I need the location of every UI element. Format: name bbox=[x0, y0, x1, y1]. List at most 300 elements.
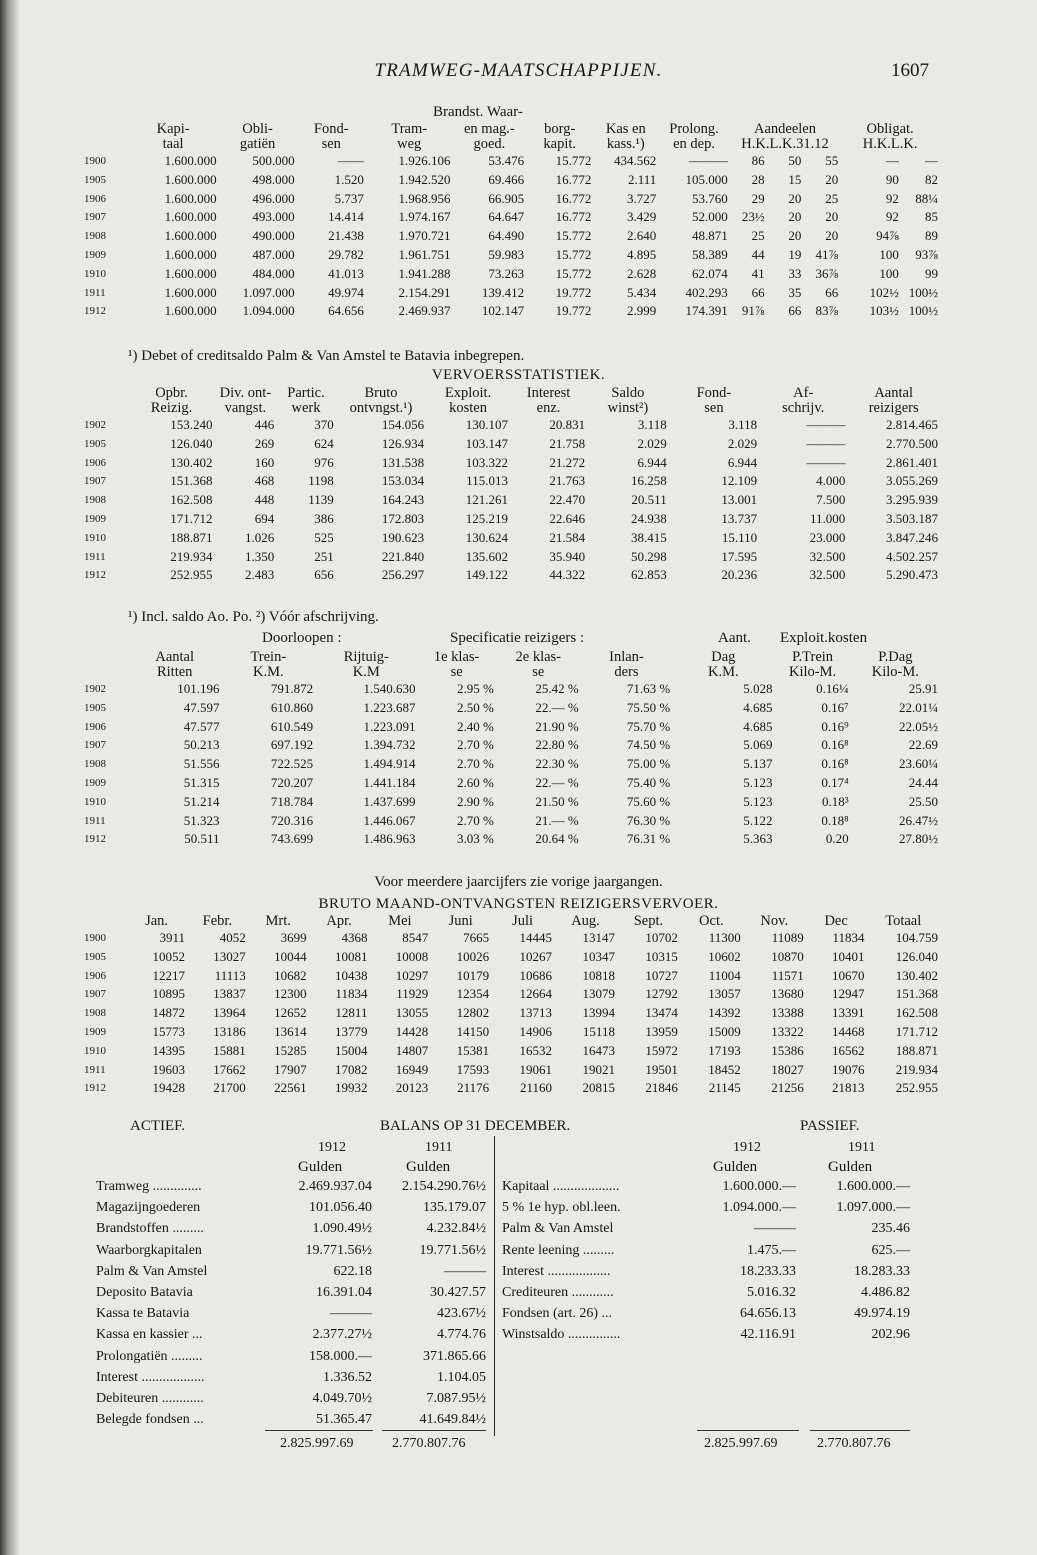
column-header-line2: Kilo-M. bbox=[789, 664, 837, 680]
table-cell: 22.30 % bbox=[535, 756, 579, 772]
table-cell: 12811 bbox=[335, 1005, 368, 1021]
table-row bbox=[80, 1079, 940, 1098]
table-row bbox=[80, 680, 940, 699]
passief-total-a: 2.825.997.69 bbox=[704, 1436, 778, 1451]
balance-value-1911: 202.96 bbox=[871, 1327, 910, 1343]
table-cell: 2.483 bbox=[244, 567, 275, 583]
table-cell: 89 bbox=[925, 228, 938, 244]
table-cell: 19061 bbox=[519, 1061, 553, 1077]
row-year: 1905 bbox=[84, 173, 106, 186]
table-cell: 13027 bbox=[213, 948, 246, 964]
row-year: 1911 bbox=[84, 1063, 106, 1076]
table-cell: 22.— % bbox=[535, 774, 579, 790]
table-cell: 11571 bbox=[771, 967, 804, 983]
row-year: 1902 bbox=[84, 683, 106, 695]
table-cell: 1.942.520 bbox=[398, 171, 451, 187]
table-cell: 10315 bbox=[645, 948, 678, 964]
table-cell: 23½ bbox=[741, 209, 765, 225]
balance-label: Brandstoffen ......... bbox=[96, 1221, 204, 1237]
column-header: Febr. bbox=[202, 913, 233, 929]
balance-value-1912: 16.391.04 bbox=[316, 1285, 372, 1300]
table-cell: 64.490 bbox=[488, 228, 525, 244]
table-cell: 500.000 bbox=[252, 153, 295, 168]
column-header-line1: Aandeelen bbox=[754, 121, 816, 137]
traffic-section bbox=[0, 367, 1037, 625]
table-cell: 139.412 bbox=[481, 284, 525, 300]
table-cell: 14872 bbox=[152, 1005, 185, 1021]
table-cell: ——— bbox=[806, 417, 846, 432]
table-cell: 174.391 bbox=[685, 303, 728, 319]
table-cell: 13186 bbox=[213, 1023, 246, 1039]
table-cell: 1.970.721 bbox=[398, 228, 451, 244]
column-header: Sept. bbox=[633, 913, 664, 929]
table-cell: 14428 bbox=[395, 1023, 429, 1039]
table-cell: 13959 bbox=[645, 1023, 678, 1039]
balance-row bbox=[96, 1325, 486, 1344]
table-cell: 25 bbox=[751, 228, 765, 244]
table-cell: 88¼ bbox=[915, 190, 938, 206]
column-header-line2: sen bbox=[704, 400, 724, 416]
table-cell: 105.000 bbox=[685, 171, 728, 187]
balance-row bbox=[502, 1283, 910, 1302]
table-cell: 2.60 % bbox=[456, 774, 494, 790]
table-cell: 2.154.291 bbox=[398, 284, 451, 300]
table-cell: 171.712 bbox=[170, 510, 213, 526]
table-cell: 188.871 bbox=[895, 1042, 938, 1058]
table-cell: 1.097.000 bbox=[242, 284, 295, 300]
table-cell: 13391 bbox=[832, 1005, 865, 1021]
balance-value-1911: 1.097.000.— bbox=[836, 1200, 910, 1216]
table-cell: 0.16⁷ bbox=[821, 699, 849, 715]
balance-value-1912: 101.056.40 bbox=[309, 1200, 372, 1216]
table-cell: 16532 bbox=[519, 1042, 553, 1058]
table-cell: 73.263 bbox=[488, 265, 525, 281]
table-cell: 0.16⁹ bbox=[821, 718, 849, 734]
table-cell: 21.— % bbox=[535, 812, 579, 828]
table-cell: 50.511 bbox=[184, 831, 220, 847]
table-row bbox=[80, 1042, 940, 1061]
table-cell: 1.600.000 bbox=[164, 284, 217, 300]
table-cell: 100½ bbox=[908, 303, 938, 319]
table-cell: 188.871 bbox=[170, 529, 213, 545]
table-cell: 50.298 bbox=[630, 548, 667, 564]
balance-label: Winstsaldo ............... bbox=[502, 1327, 621, 1343]
running-header bbox=[0, 60, 1037, 90]
table-cell: 12947 bbox=[832, 986, 865, 1002]
table-cell: 21.50 % bbox=[535, 793, 579, 809]
balance-row bbox=[96, 1347, 486, 1366]
table-cell: 5.122 bbox=[743, 812, 773, 828]
row-year: 1902 bbox=[84, 419, 106, 431]
table-row bbox=[80, 491, 940, 510]
table-cell: 13779 bbox=[334, 1023, 368, 1039]
table-cell: 20 bbox=[825, 228, 839, 244]
balance-row bbox=[96, 1241, 486, 1260]
table-cell: 697.192 bbox=[270, 737, 314, 753]
table-cell: 2.628 bbox=[627, 265, 657, 281]
table-cell: 8547 bbox=[402, 930, 429, 945]
row-year: 1908 bbox=[84, 1007, 106, 1020]
table-cell: 1.026 bbox=[244, 529, 275, 545]
table-cell: 10438 bbox=[334, 967, 368, 983]
monthly-table bbox=[80, 914, 940, 1098]
table-cell: 24.44 bbox=[908, 774, 938, 790]
table-cell: 4.685 bbox=[743, 718, 773, 734]
table-cell: 496.000 bbox=[252, 190, 295, 206]
balance-value-1911: 371.865.66 bbox=[423, 1348, 486, 1364]
table-cell: 17082 bbox=[334, 1061, 368, 1077]
table-cell: 126.040 bbox=[170, 435, 213, 451]
table-cell: 2.814.465 bbox=[886, 417, 938, 432]
table-cell: 1.600.000 bbox=[164, 265, 217, 281]
table-cell: 13388 bbox=[771, 1005, 804, 1021]
table-cell: 16.772 bbox=[555, 209, 592, 225]
table-cell: 1.600.000 bbox=[164, 153, 217, 168]
year-header-spacer bbox=[80, 914, 126, 929]
table-cell: 21145 bbox=[708, 1080, 741, 1096]
column-header-line1: Obligat. bbox=[866, 121, 914, 137]
table-cell: 1.600.000 bbox=[164, 190, 217, 206]
table-row bbox=[80, 1061, 940, 1080]
balance-value-1912: 2.469.937.04 bbox=[298, 1179, 372, 1194]
table-cell: 75.50 % bbox=[626, 699, 671, 715]
table-row bbox=[80, 284, 940, 303]
table-row bbox=[80, 472, 940, 491]
balance-value-1911: 18.283.33 bbox=[854, 1263, 910, 1279]
table-cell: 5.028 bbox=[743, 681, 773, 696]
row-year: 1908 bbox=[84, 758, 106, 771]
row-year: 1906 bbox=[84, 969, 106, 982]
table-cell: 125.219 bbox=[465, 510, 508, 526]
column-header: Juli bbox=[512, 913, 534, 929]
balance-value-1912: 42.116.91 bbox=[740, 1327, 796, 1343]
table-cell: 10008 bbox=[395, 948, 429, 964]
table-cell: 59.983 bbox=[488, 246, 525, 262]
table-row bbox=[80, 454, 940, 473]
table-cell: 3.295.939 bbox=[886, 492, 938, 508]
table-cell: 32.500 bbox=[809, 548, 846, 564]
traffic-title: VERVOERSSTATISTIEK. bbox=[431, 367, 606, 383]
table-cell: 10347 bbox=[582, 948, 615, 964]
table-cell: 48.871 bbox=[692, 228, 728, 244]
table-cell: 743.699 bbox=[270, 831, 314, 847]
table-cell: 66 bbox=[788, 303, 802, 319]
column-header-line1: Prolong. bbox=[669, 121, 719, 137]
table-cell: 2.70 % bbox=[456, 737, 494, 753]
table-cell: 15285 bbox=[274, 1042, 307, 1058]
table-cell: 13.737 bbox=[721, 510, 758, 526]
table-cell: 10052 bbox=[152, 948, 185, 964]
table-row bbox=[80, 227, 940, 246]
row-year: 1911 bbox=[84, 814, 106, 827]
column-header-line1: Trein- bbox=[250, 649, 287, 665]
column-header-line2: K.M. bbox=[252, 664, 284, 680]
table-cell: 17907 bbox=[274, 1061, 307, 1077]
table-cell: 10702 bbox=[645, 930, 678, 945]
row-year: 1905 bbox=[84, 437, 106, 450]
table-cell: 1.540.630 bbox=[363, 681, 416, 696]
table-cell: 5.737 bbox=[334, 190, 364, 206]
column-header-line2: Kilo-M. bbox=[871, 664, 919, 680]
row-year: 1912 bbox=[84, 1082, 106, 1095]
table-cell: 93⅞ bbox=[915, 246, 938, 262]
balance-row bbox=[96, 1410, 486, 1429]
balance-label: Interest .................. bbox=[96, 1369, 205, 1385]
table-row bbox=[80, 265, 940, 284]
table-cell: 10686 bbox=[519, 967, 553, 983]
balance-value-1912: 5.016.32 bbox=[747, 1285, 796, 1300]
table-cell: 154.056 bbox=[381, 417, 425, 432]
table-cell: 149.122 bbox=[465, 567, 508, 583]
column-header-line1: Tram- bbox=[391, 121, 428, 137]
row-year: 1910 bbox=[84, 267, 106, 280]
table-cell: 219.934 bbox=[170, 548, 213, 564]
table-cell: 0.16⁸ bbox=[821, 737, 849, 753]
table-cell: 2.90 % bbox=[456, 793, 494, 809]
table-cell: 10602 bbox=[708, 948, 741, 964]
table-cell: 21.763 bbox=[549, 473, 586, 489]
table-cell: 20123 bbox=[395, 1080, 429, 1096]
balance-value-1911: 135.179.07 bbox=[423, 1200, 486, 1216]
table-cell: 13079 bbox=[582, 986, 615, 1002]
balance-value-1911: 2.154.290.76½ bbox=[402, 1179, 486, 1194]
table-cell: 86 bbox=[751, 153, 765, 168]
table-cell: 20.236 bbox=[721, 567, 758, 583]
table-cell: 91⅞ bbox=[741, 303, 765, 319]
table-row bbox=[80, 529, 940, 548]
table-cell: 14445 bbox=[519, 930, 553, 945]
table-cell: 448 bbox=[254, 492, 275, 508]
table-cell: 130.402 bbox=[170, 454, 213, 470]
table-cell: 610.549 bbox=[270, 718, 314, 734]
monthly-title: BRUTO MAAND-ONTVANGSTEN REIZIGERSVERVOER. bbox=[318, 896, 719, 912]
table-cell: 55 bbox=[825, 153, 839, 168]
table-cell: 69.466 bbox=[488, 171, 525, 187]
ops-note: Voor meerdere jaarcijfers zie vorige jaargangen. bbox=[374, 874, 663, 890]
column-header: Oct. bbox=[699, 913, 724, 929]
table-cell: 3.055.269 bbox=[886, 473, 938, 489]
table-cell: 22.— % bbox=[535, 699, 579, 715]
column-header-line1: Bruto bbox=[364, 385, 398, 401]
column-header-line2: ders bbox=[614, 664, 639, 680]
balance-divider bbox=[494, 1136, 495, 1436]
balance-value-1911: 1.600.000.— bbox=[836, 1179, 910, 1194]
balance-label: Debiteuren ............ bbox=[96, 1391, 204, 1406]
column-header: Aug. bbox=[571, 913, 600, 929]
table-cell: 16562 bbox=[832, 1042, 865, 1058]
table-cell: 7.500 bbox=[816, 492, 846, 508]
table-cell: 35.940 bbox=[549, 548, 586, 564]
table-cell: 13055 bbox=[395, 1005, 429, 1021]
balance-value-1912: 1.475.— bbox=[747, 1242, 796, 1258]
table-cell: 100½ bbox=[908, 284, 938, 300]
table-cell: 13614 bbox=[274, 1023, 307, 1039]
column-header-line1: Fond- bbox=[696, 385, 732, 401]
traffic-footnote: ¹) Incl. saldo Ao. Po. ²) Vóór afschrijving. bbox=[128, 609, 379, 625]
balance-value-1912: 2.377.27½ bbox=[312, 1327, 372, 1343]
table-cell: 76.31 % bbox=[626, 831, 671, 847]
table-cell: 13.001 bbox=[721, 492, 758, 508]
balance-value-1911: 19.771.56½ bbox=[419, 1242, 486, 1258]
table-row bbox=[80, 246, 940, 265]
table-cell: 12300 bbox=[274, 986, 307, 1002]
table-row bbox=[80, 416, 940, 435]
table-row bbox=[80, 435, 940, 454]
table-cell: 3.118 bbox=[728, 417, 758, 432]
table-cell: 15386 bbox=[771, 1042, 804, 1058]
table-cell: 22.80 % bbox=[535, 737, 579, 753]
table-cell: 6.944 bbox=[727, 454, 758, 470]
table-cell: 13713 bbox=[519, 1005, 553, 1021]
table-cell: 16949 bbox=[395, 1061, 429, 1077]
table-row bbox=[80, 718, 940, 737]
table-cell: 17593 bbox=[456, 1061, 490, 1077]
table-cell: 21.272 bbox=[549, 454, 586, 470]
table-cell: 2.40 % bbox=[456, 718, 494, 734]
column-header-line1: Inlan- bbox=[609, 649, 644, 665]
table-cell: 75.40 % bbox=[626, 774, 671, 790]
table-cell: 21846 bbox=[645, 1080, 678, 1096]
table-cell: 10401 bbox=[832, 948, 865, 964]
table-cell: 15.772 bbox=[555, 265, 592, 281]
table-cell: 22.646 bbox=[549, 510, 586, 526]
table-cell: 4.000 bbox=[816, 473, 846, 489]
table-cell: 162.508 bbox=[895, 1005, 938, 1021]
table-cell: 24.938 bbox=[630, 510, 667, 526]
table-cell: 36⅞ bbox=[815, 265, 839, 281]
table-cell: 103.147 bbox=[465, 435, 508, 451]
table-cell: 15881 bbox=[213, 1042, 246, 1058]
capital-group-header: Brandst. Waar- bbox=[433, 104, 523, 120]
table-cell: 10179 bbox=[456, 967, 490, 983]
balance-row bbox=[96, 1283, 486, 1302]
table-cell: 52.000 bbox=[692, 209, 728, 225]
column-header: Apr. bbox=[326, 913, 352, 929]
monthly-section bbox=[0, 896, 1037, 1096]
row-year: 1909 bbox=[84, 248, 106, 261]
passief-total-rule-a bbox=[697, 1430, 799, 1431]
table-row bbox=[80, 548, 940, 567]
table-cell: 66 bbox=[751, 284, 765, 300]
column-header-line2: H.K.L.K. bbox=[862, 136, 918, 152]
table-cell: 5.069 bbox=[743, 737, 773, 753]
column-header: Dec bbox=[824, 913, 848, 929]
balance-label: 5 % 1e hyp. obl.leen. bbox=[502, 1200, 621, 1216]
table-row bbox=[80, 774, 940, 793]
table-cell: 15381 bbox=[456, 1042, 490, 1058]
table-row bbox=[80, 699, 940, 718]
table-cell: 22.69 bbox=[908, 737, 938, 753]
table-cell: 7665 bbox=[463, 930, 490, 945]
table-cell: 10727 bbox=[645, 967, 678, 983]
table-cell: 1.974.167 bbox=[398, 209, 451, 225]
balance-row bbox=[502, 1177, 910, 1196]
balance-row bbox=[96, 1219, 486, 1238]
table-cell: 94⅞ bbox=[876, 228, 899, 244]
table-cell: 2.861.401 bbox=[886, 454, 938, 470]
table-cell: 484.000 bbox=[252, 265, 295, 281]
table-cell: 22561 bbox=[274, 1080, 307, 1096]
table-cell: 493.000 bbox=[252, 209, 295, 225]
table-cell: 19 bbox=[788, 246, 802, 262]
table-cell: 10267 bbox=[519, 948, 553, 964]
balance-value-1912: 51.365.47 bbox=[316, 1412, 372, 1428]
ops-group-doorloopen: Doorloopen : bbox=[262, 630, 342, 646]
column-header-line1: Opbr. bbox=[155, 385, 188, 401]
table-cell: — bbox=[885, 153, 899, 168]
table-cell: 47.597 bbox=[183, 699, 220, 715]
table-cell: 17193 bbox=[708, 1042, 741, 1058]
table-cell: 23.000 bbox=[809, 529, 846, 545]
column-header-line2: Reizig. bbox=[150, 400, 193, 416]
balance-row bbox=[502, 1325, 910, 1344]
table-cell: 1139 bbox=[308, 492, 334, 508]
table-cell: 722.525 bbox=[270, 756, 314, 772]
column-header-line1: Kas en bbox=[605, 121, 646, 137]
table-cell: 21256 bbox=[771, 1080, 804, 1096]
table-cell: 53.760 bbox=[692, 190, 728, 206]
ops-group-exploit: Exploit.kosten bbox=[780, 630, 868, 646]
balance-row bbox=[502, 1198, 910, 1217]
actief-label: ACTIEF. bbox=[130, 1118, 186, 1134]
table-cell: 2.029 bbox=[727, 435, 758, 451]
table-cell: 153.240 bbox=[170, 417, 213, 432]
table-cell: 4.502.257 bbox=[886, 548, 938, 564]
balance-value-1911: 4.232.84½ bbox=[426, 1221, 486, 1237]
table-cell: 13837 bbox=[213, 986, 246, 1002]
table-cell: 2.469.937 bbox=[398, 303, 451, 319]
passief-unit-a: Gulden bbox=[713, 1159, 758, 1175]
table-cell: 656 bbox=[314, 567, 334, 583]
column-header-line2: kapit. bbox=[543, 136, 577, 152]
balance-label: Prolongatiën ......... bbox=[96, 1348, 203, 1364]
balance-row bbox=[96, 1368, 486, 1387]
table-cell: 1.600.000 bbox=[164, 303, 217, 319]
table-cell: 11113 bbox=[214, 967, 246, 983]
table-cell: 12652 bbox=[274, 1005, 307, 1021]
balance-value-1912: 19.771.56½ bbox=[305, 1242, 372, 1258]
table-cell: 10870 bbox=[771, 948, 804, 964]
row-year: 1910 bbox=[84, 1044, 106, 1057]
table-cell: 20 bbox=[788, 209, 802, 225]
table-cell: 11929 bbox=[396, 986, 429, 1002]
column-header-line1: 2e klas- bbox=[515, 649, 562, 665]
row-year: 1909 bbox=[84, 1025, 106, 1038]
table-cell: 47.577 bbox=[183, 718, 220, 734]
table-cell: 11834 bbox=[335, 986, 368, 1002]
table-cell: ——— bbox=[688, 153, 728, 168]
table-cell: 10670 bbox=[832, 967, 865, 983]
table-cell: 21160 bbox=[520, 1080, 553, 1096]
balance-label: Kassa en kassier ... bbox=[96, 1327, 203, 1343]
table-cell: 20 bbox=[788, 228, 802, 244]
table-cell: 20815 bbox=[582, 1080, 615, 1096]
table-cell: 22.470 bbox=[549, 492, 586, 508]
balance-row bbox=[502, 1219, 910, 1238]
table-cell: 11089 bbox=[771, 930, 804, 945]
table-cell: 1.446.067 bbox=[363, 812, 416, 828]
traffic-table bbox=[80, 386, 940, 585]
table-cell: 23.60¼ bbox=[899, 756, 938, 772]
table-cell: 21.90 % bbox=[535, 718, 579, 734]
table-cell: 718.784 bbox=[270, 793, 314, 809]
table-cell: 41⅞ bbox=[815, 246, 839, 262]
table-cell: 1.223.091 bbox=[363, 718, 416, 734]
table-cell: 20 bbox=[825, 171, 839, 187]
table-cell: 694 bbox=[254, 510, 275, 526]
table-cell: 13680 bbox=[771, 986, 804, 1002]
table-cell: 3.847.246 bbox=[886, 529, 938, 545]
